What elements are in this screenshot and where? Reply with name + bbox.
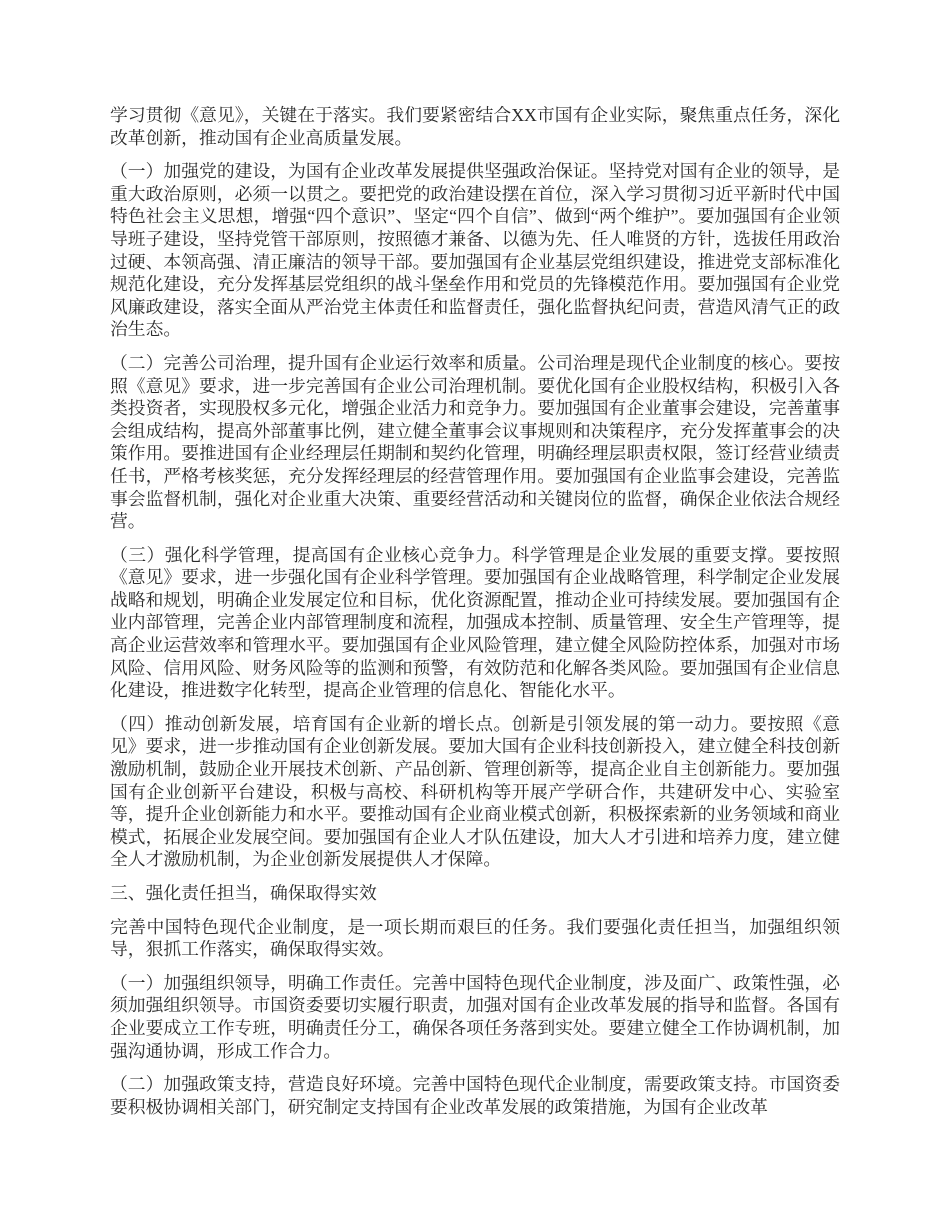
- paragraph-item-1-party-building: （一）加强党的建设，为国有企业改革发展提供坚强政治保证。坚持党对国有企业的领导，是重大政治原则，必须一以贯之。要把党的政治建设摆在首位，深入学习贯彻习近平新时代中国特色社会主义思想，增强“四个意识”、坚定“四个自信”、做到“两个维护”。要加强国有企业领导班子建设，坚持党管干部原则，按照德才兼备、以德为先、任人唯贤的方针，选拔任用政治过硬、本领高强、清正廉洁的领导干部。要加强国有企业基层党组织建设，推进党支部标准化规范化建设，充分发挥基层党组织的战斗堡垒作用和党员的先锋模范作用。要加强国有企业党风廉政建设，落实全面从严治党主体责任和监督责任，强化监督执纪问责，营造风清气正的政治生态。: [110, 161, 840, 340]
- paragraph-intro: 学习贯彻《意见》，关键在于落实。我们要紧密结合XX市国有企业实际，聚焦重点任务，深化改革创新，推动国有企业高质量发展。: [110, 105, 840, 148]
- paragraph-item-1-organizational-leadership: （一）加强组织领导，明确工作责任。完善中国特色现代企业制度，涉及面广、政策性强，必须加强组织领导。市国资委要切实履行职责，加强对国有企业改革发展的指导和监督。各国有企业要成立工作专班，明确责任分工，确保各项任务落到实处。要建立健全工作协调机制，加强沟通协调，形成工作合力。: [110, 972, 840, 1061]
- paragraph-item-2-policy-support: （二）加强政策支持，营造良好环境。完善中国特色现代企业制度，需要政策支持。市国资委要积极协调相关部门，研究制定支持国有企业改革发展的政策措施，为国有企业改革: [110, 1074, 840, 1117]
- paragraph-item-4-innovation: （四）推动创新发展，培育国有企业新的增长点。创新是引领发展的第一动力。要按照《意见》要求，进一步推动国有企业创新发展。要加大国有企业科技创新投入，建立健全科技创新激励机制，鼓励企业开展技术创新、产品创新、管理创新等，提高企业自主创新能力。要加强国有企业创新平台建设，积极与高校、科研机构等开展产学研合作，共建研发中心、实验室等，提升企业创新能力和水平。要推动国有企业商业模式创新，积极探索新的业务领域和商业模式，拓展企业发展空间。要加强国有企业人才队伍建设，加大人才引进和培养力度，建立健全人才激励机制，为企业创新发展提供人才保障。: [110, 713, 840, 870]
- section-heading-3: 三、强化责任担当，确保取得实效: [110, 883, 377, 903]
- paragraph-item-2-corporate-governance: （二）完善公司治理，提升国有企业运行效率和质量。公司治理是现代企业制度的核心。要按照《意见》要求，进一步完善国有企业公司治理机制。要优化国有企业股权结构，积极引入各类投资者，实现股权多元化，增强企业活力和竞争力。要加强国有企业董事会建设，完善董事会组成结构，提高外部董事比例，建立健全董事会议事规则和决策程序，充分发挥董事会的决策作用。要推进国有企业经理层任期制和契约化管理，明确经理层职责权限，签订经营业绩责任书，严格考核奖惩，充分发挥经理层的经营管理作用。要加强国有企业监事会建设，完善监事会监督机制，强化对企业重大决策、重要经营活动和关键岗位的监督，确保企业依法合规经营。: [110, 352, 840, 532]
- paragraph-section3-intro: 完善中国特色现代企业制度，是一项长期而艰巨的任务。我们要强化责任担当，加强组织领导，狠抓工作落实，确保取得实效。: [110, 916, 840, 960]
- paragraph-item-3-scientific-management: （三）强化科学管理，提高国有企业核心竞争力。科学管理是企业发展的重要支撑。要按照《意见》要求，进一步强化国有企业科学管理。要加强国有企业战略管理，科学制定企业发展战略和规划，明确企业发展定位和目标，优化资源配置，推动企业可持续发展。要加强国有企业内部管理，完善企业内部管理制度和流程，加强成本控制、质量管理、安全生产管理等，提高企业运营效率和管理水平。要加强国有企业风险管理，建立健全风险防控体系，加强对市场风险、信用风险、财务风险等的监测和预警，有效防范和化解各类风险。要加强国有企业信息化建设，推进数字化转型，提高企业管理的信息化、智能化水平。: [110, 544, 840, 701]
